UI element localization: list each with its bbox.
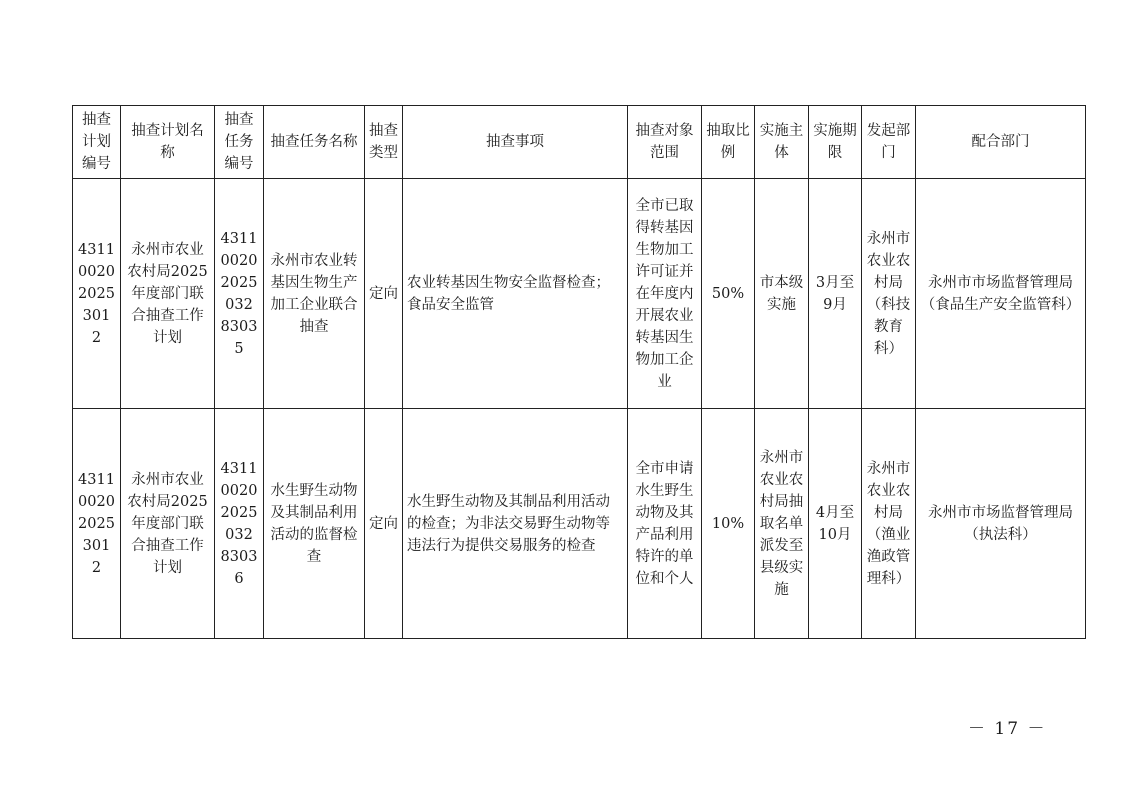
header-plan-no: 抽查计划编号: [73, 106, 121, 179]
cell-initiator: 永州市农业农村局（科技教育科）: [862, 179, 916, 409]
cell-ratio: 10%: [702, 409, 755, 639]
cell-executor: 永州市农业农村局抽取名单派发至县级实施: [755, 409, 809, 639]
cell-items: 农业转基因生物安全监督检查；食品安全监管: [403, 179, 628, 409]
table-row: [73, 409, 1086, 639]
cell-partner: 永州市市场监督管理局（食品生产安全监管科）: [916, 179, 1086, 409]
header-initiator: 发起部门: [862, 106, 916, 179]
cell-plan-no: 431100202025301 2: [73, 409, 121, 639]
header-period: 实施期限: [809, 106, 862, 179]
cell-type: 定向: [365, 179, 403, 409]
header-row: [73, 106, 1086, 179]
cell-executor: 市本级实施: [755, 179, 809, 409]
header-items: 抽查事项: [403, 106, 628, 179]
cell-partner: 永州市市场监督管理局（执法科）: [916, 409, 1086, 639]
cell-scope: 全市已取得转基因生物加工许可证并在年度内开展农业转基因生物加工企业: [628, 179, 702, 409]
header-partner: 配合部门: [916, 106, 1086, 179]
page-number: － 17 －: [968, 719, 1047, 739]
inspection-plan-table: [72, 105, 1086, 639]
cell-type: 定向: [365, 409, 403, 639]
cell-task-no: 431100202025032 83036: [215, 409, 264, 639]
cell-period: 4月至10月: [809, 409, 862, 639]
cell-task-name: 水生野生动物及其制品利用活动的监督检查: [264, 409, 365, 639]
header-task-name: 抽查任务名称: [264, 106, 365, 179]
header-executor: 实施主体: [755, 106, 809, 179]
header-type: 抽查类型: [365, 106, 403, 179]
cell-initiator: 永州市农业农村局（渔业渔政管理科）: [862, 409, 916, 639]
header-scope: 抽查对象范围: [628, 106, 702, 179]
header-plan-name: 抽查计划名称: [121, 106, 215, 179]
cell-plan-name: 永州市农业农村局2025年度部门联合抽查工作计划: [121, 179, 215, 409]
cell-period: 3月至9月: [809, 179, 862, 409]
table-row: [73, 179, 1086, 409]
cell-plan-name: 永州市农业农村局2025年度部门联合抽查工作计划: [121, 409, 215, 639]
cell-task-name: 永州市农业转基因生物生产加工企业联合抽查: [264, 179, 365, 409]
cell-items: 水生野生动物及其制品利用活动的检查；为非法交易野生动物等违法行为提供交易服务的检查: [403, 409, 628, 639]
header-ratio: 抽取比例: [702, 106, 755, 179]
cell-task-no: 431100202025032 83035: [215, 179, 264, 409]
cell-ratio: 50%: [702, 179, 755, 409]
header-task-no: 抽查任务编号: [215, 106, 264, 179]
cell-plan-no: 431100202025301 2: [73, 179, 121, 409]
cell-scope: 全市申请水生野生动物及其产品利用特许的单位和个人: [628, 409, 702, 639]
